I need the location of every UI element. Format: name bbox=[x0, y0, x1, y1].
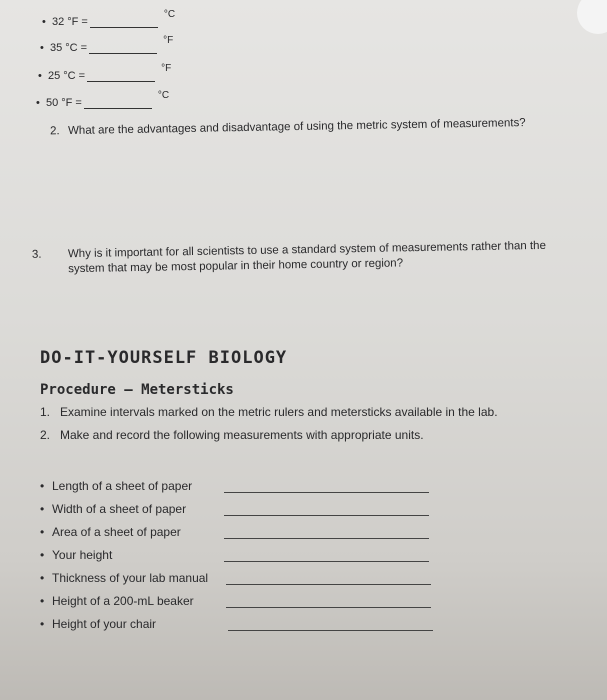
section-title: DO-IT-YOURSELF BIOLOGY bbox=[40, 348, 288, 368]
measurement-item: • Height of your chair bbox=[40, 608, 433, 631]
measurement-item: • Length of a sheet of paper bbox=[40, 470, 433, 493]
conversion-item: • 32 °F = °C bbox=[42, 9, 176, 28]
step-2: 2. Make and record the following measurements with appropriate units. bbox=[40, 428, 424, 442]
measurement-item: • Height of a 200-mL beaker bbox=[40, 585, 433, 608]
step-1: 1. Examine intervals marked on the metric rulers and metersticks available in the lab. bbox=[40, 405, 498, 419]
conversion-item: • 50 °F = °C bbox=[36, 90, 170, 109]
procedure-title: Procedure – Metersticks bbox=[40, 382, 234, 398]
measurement-list bbox=[40, 470, 433, 631]
conversion-item: • 25 °C = °F bbox=[38, 63, 172, 82]
question-2: 2. What are the advantages and disadvantage of using the metric system of measurements? bbox=[49, 117, 526, 138]
question-3: 3. Why is it important for all scientists to use a standard system of measurements rather than the system that may be most popular in their home country or region? bbox=[31, 239, 547, 276]
measurement-item: • Area of a sheet of paper bbox=[40, 516, 433, 539]
measurement-item: • Thickness of your lab manual bbox=[40, 562, 433, 585]
light-glare bbox=[577, 0, 607, 34]
measurement-item: • Your height bbox=[40, 539, 433, 562]
conversion-item: • 35 °C = °F bbox=[40, 35, 174, 54]
measurement-item: • Width of a sheet of paper bbox=[40, 493, 433, 516]
